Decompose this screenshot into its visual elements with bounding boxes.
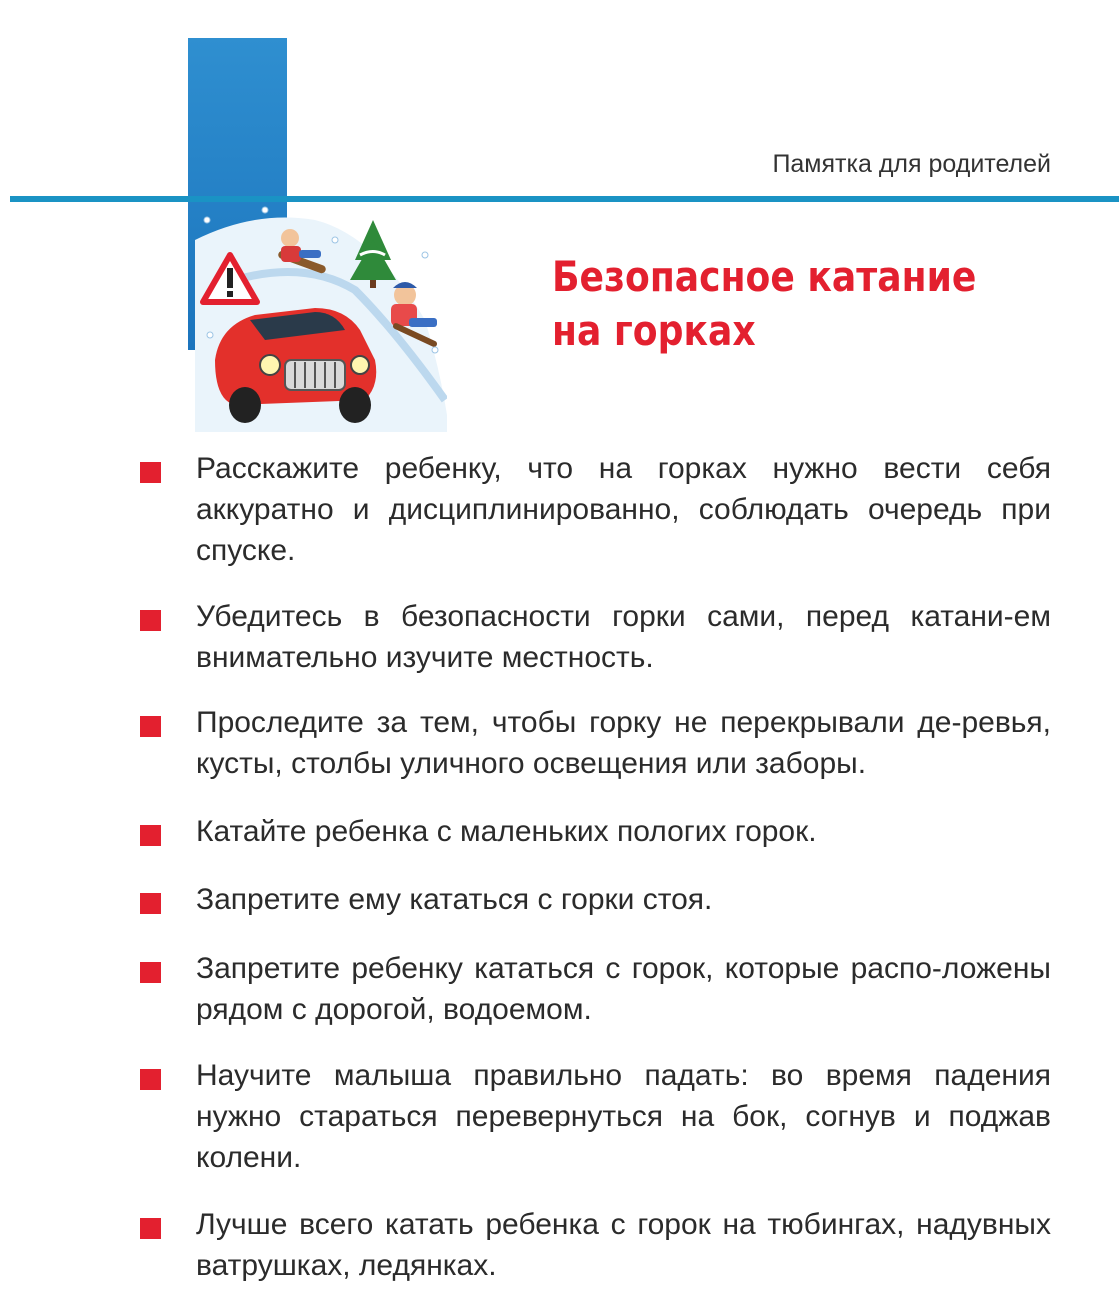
bullet-square-icon (140, 893, 161, 914)
title-line-2: на горках (552, 306, 756, 355)
title-line-1: Безопасное катание (552, 252, 977, 301)
bullet-square-icon (140, 962, 161, 983)
tip-text: Научите малыша правильно падать: во время падения нужно стараться перевернуться на бок, согнув и поджав колени. (196, 1059, 1051, 1174)
tip-text: Запретите ему кататься с горки стоя. (196, 883, 713, 916)
page-subtitle: Памятка для родителей (772, 150, 1051, 178)
page-title (552, 250, 999, 358)
bullet-square-icon (140, 462, 161, 483)
tip-text: Катайте ребенка с маленьких пологих горок. (196, 815, 817, 848)
bullet-square-icon (140, 716, 161, 737)
bullet-square-icon (140, 825, 161, 846)
bullet-square-icon (140, 1069, 161, 1090)
header-rule (10, 196, 1119, 202)
bullet-square-icon (140, 1218, 161, 1239)
tip-text: Расскажите ребенку, что на горках нужно вести себя аккуратно и дисциплинированно, соблюдать очередь при спуске. (196, 452, 1051, 567)
winter-sledding-illustration (195, 200, 447, 432)
tip-text: Запретите ребенку кататься с горок, которые распо-ложены рядом с дорогой, водоемом. (196, 952, 1051, 1026)
tip-text: Лучше всего катать ребенка с горок на тюбингах, надувных ватрушках, ледянках. (196, 1208, 1051, 1282)
tip-text: Убедитесь в безопасности горки сами, перед катани-ем внимательно изучите местность. (196, 600, 1051, 674)
bullet-square-icon (140, 610, 161, 631)
tip-text: Проследите за тем, чтобы горку не перекрывали де-ревья, кусты, столбы уличного освещения или заборы. (196, 706, 1051, 780)
